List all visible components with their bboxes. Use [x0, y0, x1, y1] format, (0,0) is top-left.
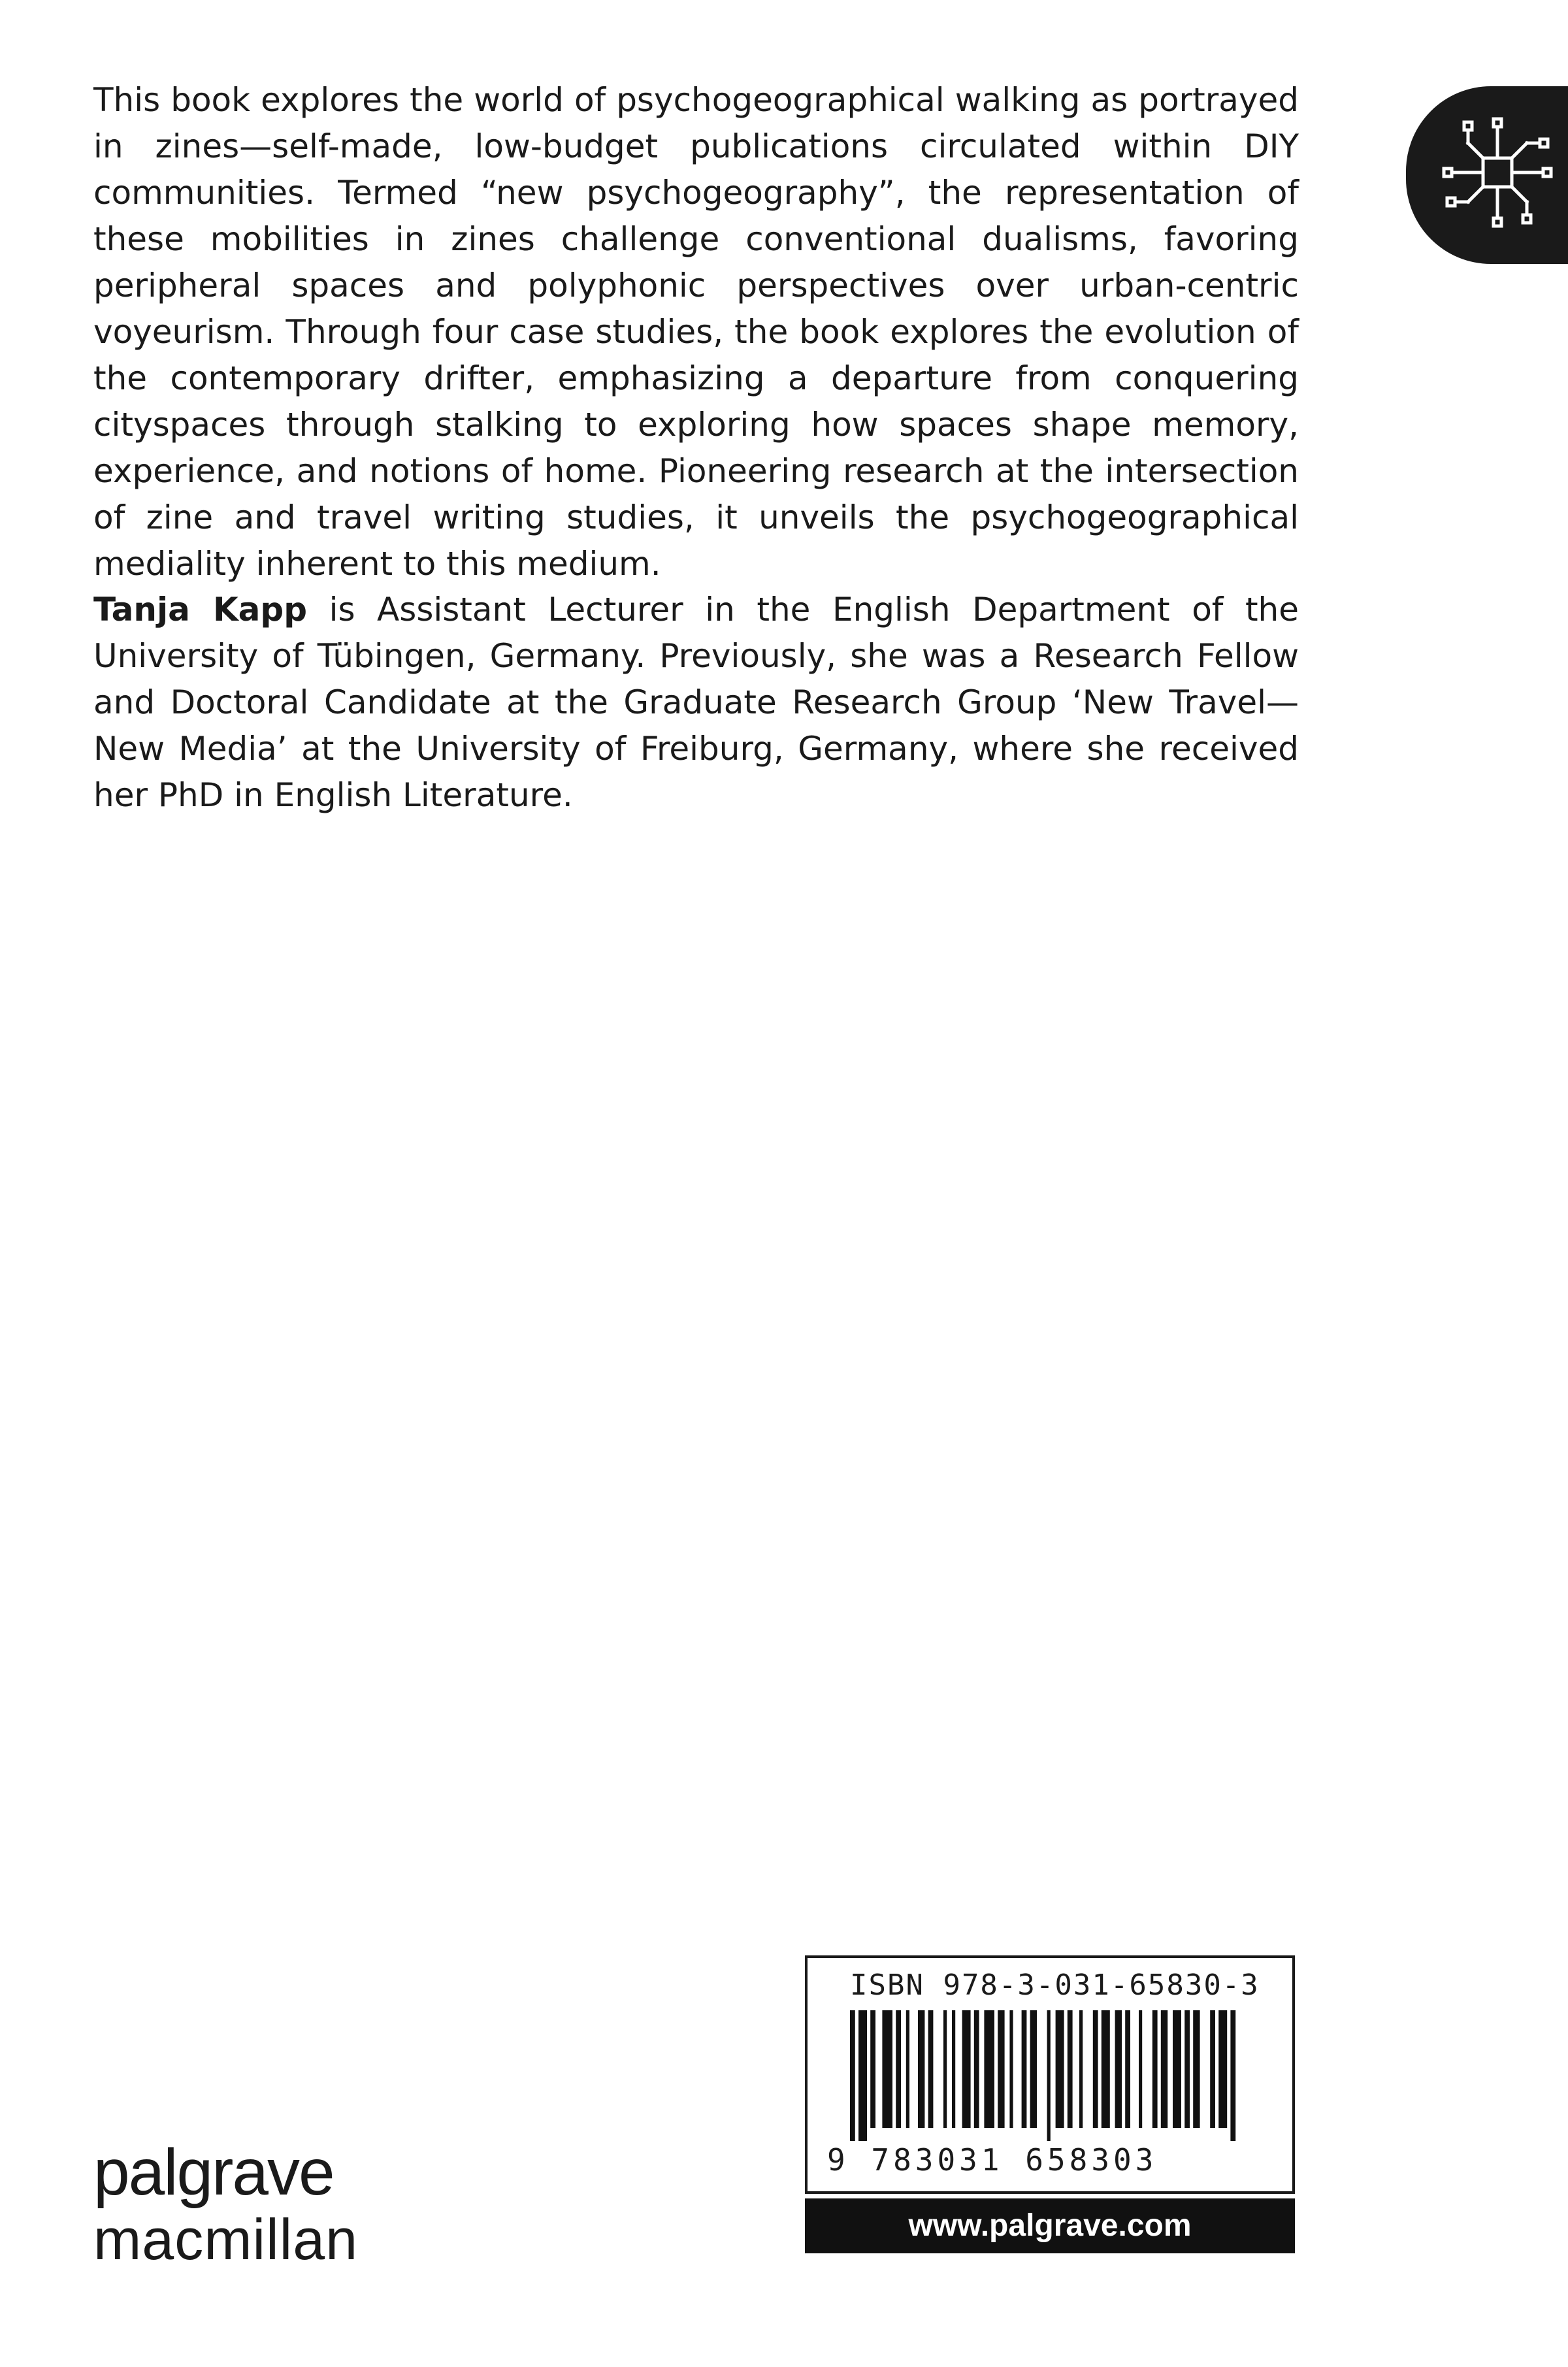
barcode-bar: [906, 2010, 909, 2128]
isbn-barcode: [805, 1955, 1295, 2194]
barcode-bar: [974, 2010, 979, 2128]
barcode-bar: [928, 2010, 934, 2128]
barcode-bar: [1115, 2010, 1122, 2128]
barcode-bar: [1184, 2010, 1190, 2128]
circuit-chip-icon: [1432, 107, 1563, 238]
barcode-bar: [1173, 2010, 1181, 2128]
barcode-bars: [850, 2010, 1255, 2141]
barcode-bar: [858, 2010, 867, 2141]
barcode-bar: [1068, 2010, 1073, 2128]
barcode-bar: [1022, 2010, 1027, 2128]
publisher-line-1: palgrave: [93, 2136, 334, 2209]
publisher-line-2: macmillan: [93, 2207, 359, 2272]
publisher-website[interactable]: www.palgrave.com: [805, 2198, 1295, 2253]
author-bio-text: is Assistant Lecturer in the English Department of the University of Tübingen, Germany. Previously, she was a Research Fellow and Doctoral Candidate at the Graduate Research Group ‘New Travel—New Media’ at the University of Freiburg, Germany, where she received her PhD in English Literature.: [93, 591, 1299, 814]
barcode-digits: 9 783031 658303: [827, 2142, 1158, 2178]
author-bio: [93, 587, 1299, 819]
isbn-label: ISBN 978-3-031-65830-3: [850, 1968, 1260, 2002]
barcode-bar: [962, 2010, 971, 2128]
barcode-bar: [870, 2010, 875, 2128]
barcode-bar: [882, 2010, 892, 2128]
barcode-bar: [952, 2010, 955, 2128]
barcode-bar: [1218, 2010, 1227, 2128]
publisher-logo: [93, 2136, 358, 2271]
barcode-bar: [918, 2010, 924, 2128]
author-name: Tanja Kapp: [93, 591, 308, 628]
barcode-bar: [1079, 2010, 1083, 2128]
series-emblem: [1406, 86, 1568, 264]
barcode-bar: [1093, 2010, 1098, 2128]
barcode-bar: [1210, 2010, 1215, 2128]
barcode-bar: [1030, 2010, 1037, 2128]
barcode-bar: [1230, 2010, 1235, 2141]
barcode-bar: [1139, 2010, 1142, 2128]
barcode-bar: [1009, 2010, 1013, 2128]
barcode-bar: [896, 2010, 901, 2128]
barcode-bar: [850, 2010, 855, 2141]
barcode-bar: [1152, 2010, 1158, 2128]
barcode-bar: [1125, 2010, 1130, 2128]
book-description: This book explores the world of psychogeographical walking as portrayed in zines—self-made, low-budget publications circulated within DIY communities. Termed “new psychogeography”, the representation of these mobilities in zines challenge conventional dualisms, favoring peripheral spaces and polyphonic perspectives over urban-centric voyeurism. Through four case studies, the book explores the evolution of the contemporary drifter, emphasizing a departure from conquering cityspaces through stalking to exploring how spaces shape memory, experience, and notions of home. Pioneering research at the intersection of zine and travel writing studies, it unveils the psychogeographical mediality inherent to this medium.: [93, 81, 1299, 583]
barcode-bar: [1161, 2010, 1168, 2128]
barcode-bar: [1193, 2010, 1200, 2128]
barcode-bar: [1047, 2010, 1051, 2141]
barcode-bar: [943, 2010, 947, 2128]
barcode-bar: [984, 2010, 994, 2128]
barcode-bar: [998, 2010, 1004, 2128]
barcode-bar: [1056, 2010, 1064, 2128]
barcode-bar: [1102, 2010, 1110, 2128]
